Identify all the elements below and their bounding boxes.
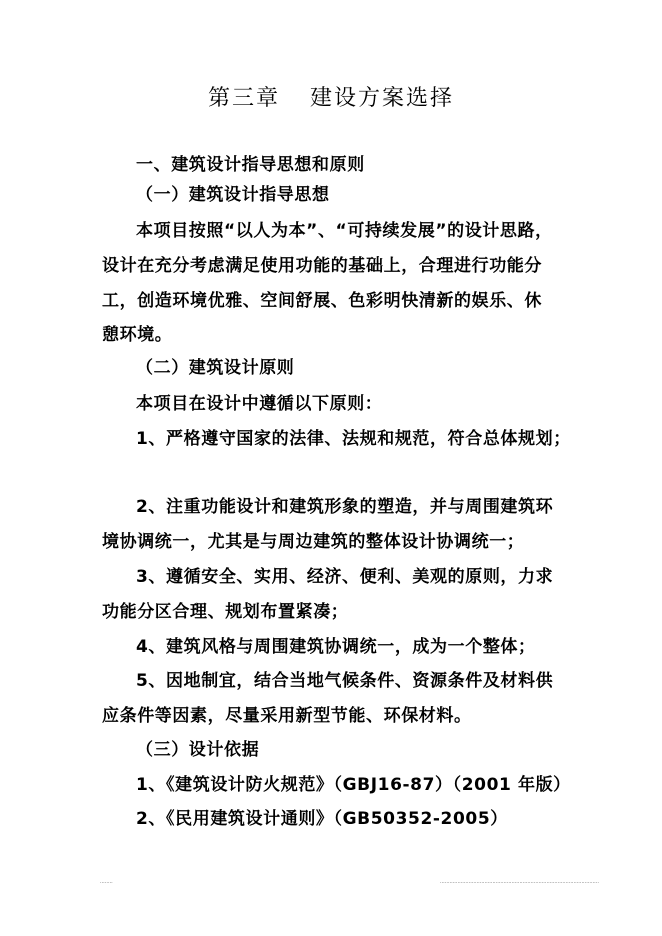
principle-item-continued: 境协调统一，尤其是与周边建筑的整体设计协调统一； <box>102 532 525 552</box>
principles-intro: 本项目在设计中遵循以下原则： <box>136 394 383 414</box>
section-heading: 一、建筑设计指导思想和原则 <box>136 155 365 175</box>
paragraph-line: 设计在充分考虑满足使用功能的基础上，合理进行功能分 <box>102 256 542 276</box>
principle-item: 5、因地制宜，结合当地气候条件、资源条件及材料供 <box>136 671 554 691</box>
principle-item: 2、注重功能设计和建筑形象的塑造，并与周围建筑环 <box>136 497 554 517</box>
basis-item: 1、《建筑设计防火规范》（GBJ16-87）（2001 年版） <box>136 775 571 795</box>
paragraph-line: 憩环境。 <box>102 325 173 345</box>
footer-mark-left: ........ <box>100 879 113 885</box>
subsection-heading-basis: （三）设计依据 <box>136 740 260 760</box>
principle-item: 3、遵循安全、实用、经济、便利、美观的原则，力求 <box>136 567 554 587</box>
principle-item: 4、建筑风格与周围建筑协调统一，成为一个整体； <box>136 637 536 657</box>
subsection-heading-principles: （二）建筑设计原则 <box>136 358 295 378</box>
principle-item-continued: 功能分区合理、规划布置紧凑； <box>102 602 349 622</box>
paragraph-line: 本项目按照“以人为本”、“可持续发展”的设计思路， <box>136 221 553 241</box>
principle-item-continued: 应条件等因素，尽量采用新型节能、环保材料。 <box>102 706 472 726</box>
chapter-number: 第三章 <box>207 86 280 111</box>
chapter-title <box>0 86 662 112</box>
principle-item: 1、严格遵守国家的法律、法规和规范，符合总体规划； <box>136 429 571 449</box>
footer-mark-right: .................................................................................................... <box>440 879 599 885</box>
chapter-name: 建设方案选择 <box>310 86 455 111</box>
subsection-heading-guiding-idea: （一）建筑设计指导思想 <box>136 185 330 205</box>
paragraph-line: 工，创造环境优雅、空间舒展、色彩明快清新的娱乐、休 <box>102 291 542 311</box>
basis-item: 2、《民用建筑设计通则》（GB50352-2005） <box>136 809 508 829</box>
